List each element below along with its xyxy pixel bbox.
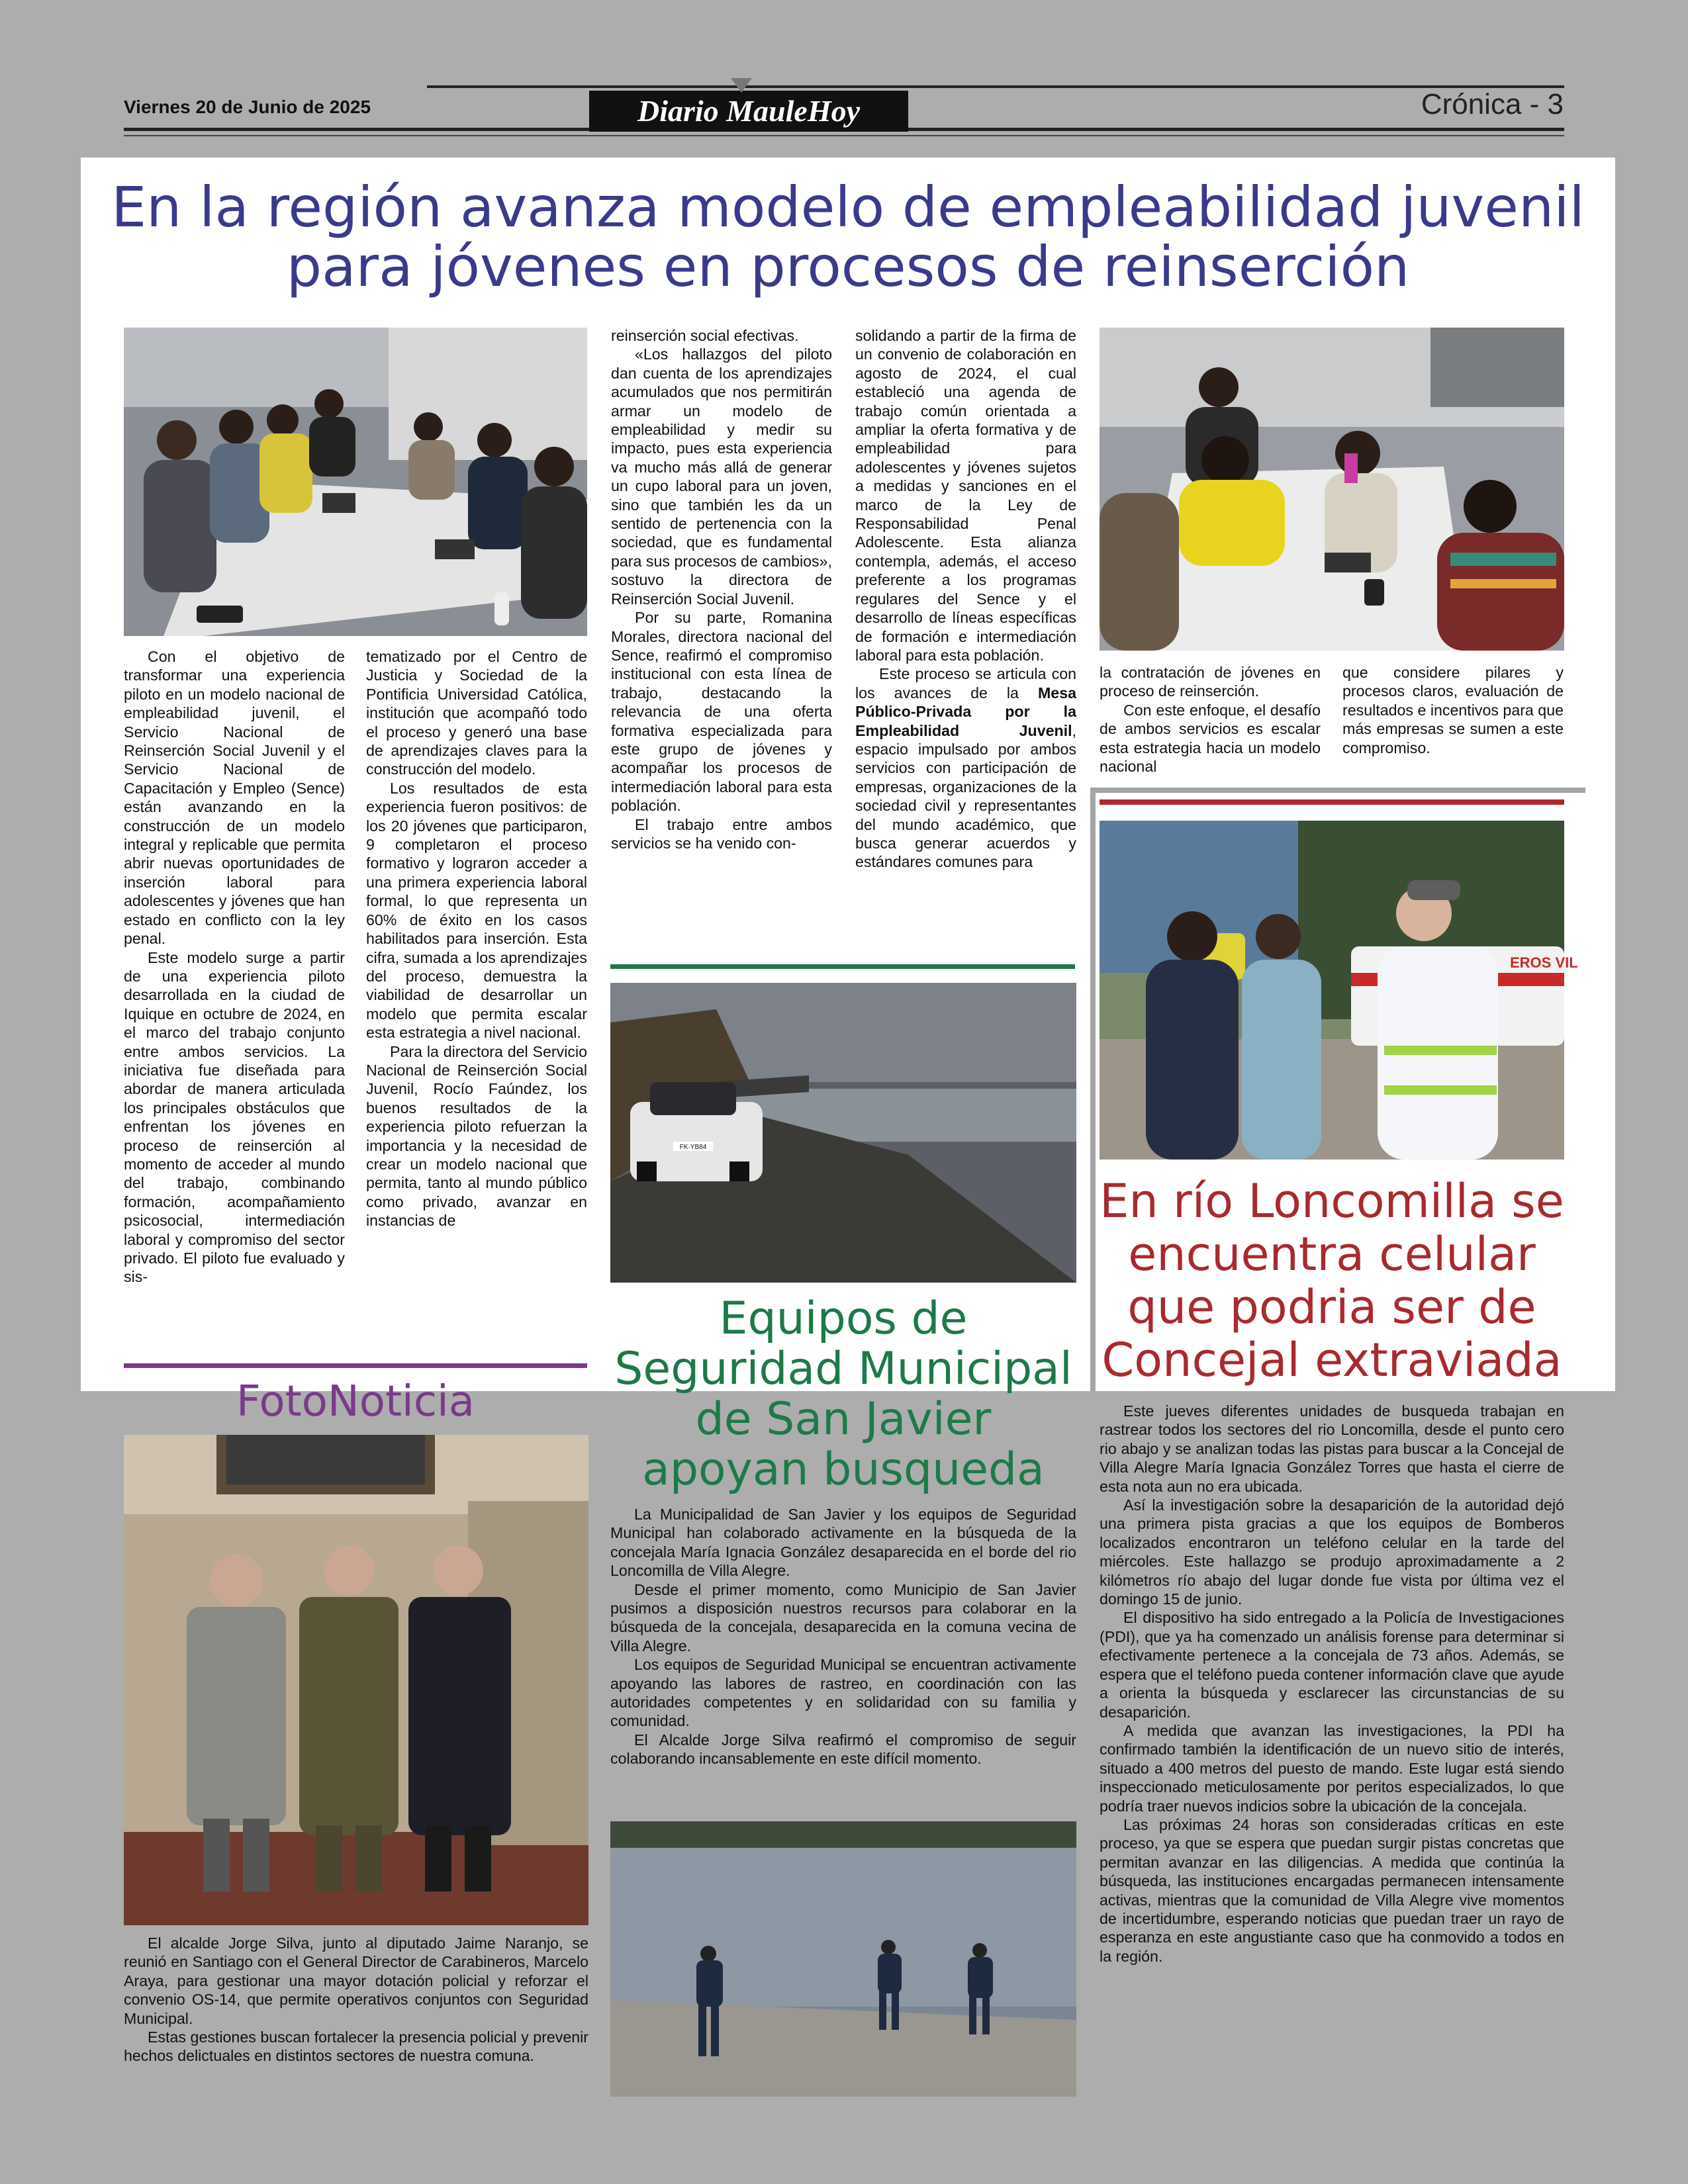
main-col1-p1: Con el objetivo de transformar una experiencia piloto en un modelo nacional de empleabilidad juvenil, el Servicio Nacional de Reinserción Social Juvenil y el Servicio Nacional de Capacitación y Empleo (Sence) están avanzando en la construcción de un modelo integral y replicable que permita abrir nuevas oportunidades de inserción laboral para adolescentes y jóvenes que han estado en conflicto con la ley penal. [124, 648, 345, 948]
san-javier-rule [610, 964, 1075, 969]
river-search-photo [610, 1821, 1076, 2097]
header-date: Viernes 20 de Junio de 2025 [124, 97, 371, 117]
loncomilla-headline-l1: En río Loncomilla se [1100, 1174, 1564, 1228]
loncomilla-rule [1100, 799, 1564, 805]
patrol-truck-photo [610, 983, 1076, 1283]
loncomilla-p3: El dispositivo ha sido entregado a la Policía de Investigaciones (PDI), que ya ha comenzado un análisis forense para determinar si efectivamente pertenece a la concejala de 73 años. Además, se espera que el teléfono pueda contener información clave que ayude a orienta la búsqueda y esclarecer las circunstancias de su desaparición. [1100, 1609, 1564, 1721]
fotonoticia-title: FotoNoticia [236, 1377, 475, 1426]
loncomilla-headline [1100, 1175, 1564, 1387]
san-javier-p3: Los equipos de Seguridad Municipal se encuentran activamente apoyando las labores de rastreo, en coordinación con las autoridades competentes y en solidaridad con su familia y comunidad. [610, 1656, 1076, 1730]
main-col1 [124, 647, 345, 1287]
loncomilla-p2: Así la investigación sobre la desaparición de la autoridad dejó una primera pista gracias a que los equipos de Bomberos localizados encontraron un teléfono celular en la tarde del miércoles. Este hallazgo se produjo aproximadamente a 2 kilómetros río abajo del lugar donde fue vista por última vez el domingo 15 de junio. [1100, 1496, 1564, 1608]
header-logo[interactable]: Diario MauleHoy [589, 91, 908, 132]
loncomilla-headline-l4: Concejal extraviada [1102, 1333, 1562, 1387]
main-col3-p2: «Los hallazgos del piloto dan cuenta de los aprendizajes acumulados que nos permitirán armar un modelo de empleabilidad y medir su impacto, pues esta experiencia va mucho más allá de generar un cupo laboral para un joven, sino que también les da un sentido de pertenencia con la sociedad, que es fundamental para sus procesos de cambios», sostuvo la directora de Reinserción Social Juvenil. [611, 345, 832, 608]
logo-pin-icon [731, 78, 752, 93]
san-javier-text [610, 1505, 1076, 1768]
main-col2-p2: Los resultados de esta experiencia fueron positivos: de los 20 jóvenes que participaron, 9 completaron el proceso formativo y lograron acceder a una primera experiencia laboral formal, lo que representa un 60% de éxito en los casos habilitados para inserción. Esta cifra, sumada a los aprendizajes del proceso, demuestra la viabilidad de desarrollar un modelo que permita escalar esta estrategia a nivel nacional. [366, 779, 587, 1042]
main-col4-p2 [855, 664, 1076, 871]
header-top-rule [427, 85, 1564, 88]
main-col2-p1: tematizado por el Centro de Justicia y Sociedad de la Pontificia Universidad Católica, institución que acompañó todo el proceso y generó una base de aprendizajes claves para la construcción del modelo. [366, 648, 587, 778]
san-javier-p4: El Alcalde Jorge Silva reafirmó el compromiso de seguir colaborando incansablemente en este difícil momento. [610, 1731, 1076, 1768]
main-col6-p1: que considere pilares y procesos claros, evaluación de resultados e incentivos para que más empresas se sumen a este compromiso. [1342, 664, 1564, 756]
main-col5-p2: Con este enfoque, el desafío de ambos servicios es escalar esta estrategia hacia un modelo nacional [1100, 701, 1321, 776]
san-javier-headline-l1: Equipos de [719, 1293, 968, 1345]
san-javier-p1: La Municipalidad de San Javier y los equipos de Seguridad Municipal han colaborado activamente en la búsqueda de la concejala María Ignacia González desaparecida en el borde del rio Loncomilla de Villa Alegre. [610, 1506, 1076, 1580]
main-col3-p4: El trabajo entre ambos servicios se ha venido con- [611, 815, 832, 852]
fotonoticia-p1: El alcalde Jorge Silva, junto al diputado Jaime Naranjo, se reunió en Santiago con el General Director de Carabineros, Marcelo Araya, para gestionar una mayor dotación policial y reforzar el convenio OS-14, que permite operativos conjuntos con Seguridad Municipal. [124, 1934, 588, 2027]
officials-photo [124, 1435, 588, 1925]
main-col3-p1: reinserción social efectivas. [611, 327, 799, 344]
main-col3-p3: Por su parte, Romanina Morales, directora nacional del Sence, reafirmó el compromiso institucional con esta línea de trabajo, destacando la relevancia de una oferta formativa especializada para este grupo de jóvenes y acompañar los procesos de intermediación laboral para esta población. [611, 609, 832, 815]
firefighters-photo [1100, 821, 1578, 1160]
main-col4 [855, 326, 1076, 872]
main-col4-p2-text-b: , espacio impulsado por ambos servicios con participación de empresas, organizaciones de la sociedad civil y representantes del mundo académico, que busca generar acuerdos y estándares comunes para [855, 721, 1076, 871]
loncomilla-p4: A medida que avanzan las investigaciones, la PDI ha confirmado también la identificación de un nuevo sitio de interés, situado a 400 metros del puesto de mando. Este lugar está siendo inspeccionado meticulosamente por peritos especializados, lo que podría traer nuevos indicios sobre la ubicación de la concejala. [1100, 1721, 1564, 1815]
san-javier-headline [610, 1294, 1076, 1495]
patrol-plate: FK·YB84 [679, 1144, 707, 1151]
meeting-photo-2 [1100, 328, 1564, 651]
main-col1-p2: Este modelo surge a partir de una experiencia piloto desarrollada en la ciudad de Iquique en octubre de 2024, en el marco del trabajo conjunto entre ambos servicios. La iniciativa fue diseñada para abordar de manera articulada los principales obstáculos que enfrentan los jóvenes en proceso de reinserción al momento de acceder al mundo del trabajo, combinando formación, acompañamiento psicosocial, intermediación laboral y compromiso del sector privado. El piloto fue evaluado y sis- [124, 948, 345, 1286]
san-javier-headline-l2: Seguridad Municipal [614, 1343, 1072, 1395]
fotonoticia-text [124, 1934, 588, 2066]
main-col4-p1: solidando a partir de la firma de un convenio de colaboración en agosto de 2024, el cual estableció una agenda de trabajo común orientada a ampliar la oferta formativa y de empleabilidad para adolescentes y jóvenes sujetos a medidas y sanciones en el marco de la Ley de Responsabilidad Penal Adolescente. Esta alianza contempla, además, el acceso preferente a los programas regulares del Sence y el desarrollo de líneas específicas de formación e intermediación laboral para esta población. [855, 327, 1076, 664]
loncomilla-p1: Este jueves diferentes unidades de busqueda trabajan en rastrear todos los sectores del rio Loncomilla, desde el punto cero rio abajo y se analizan todas las pistas para buscar a la Concejal de Villa Alegre María Ignacia González Torres que hasta el cierre de esta nota aun no era ubicada. [1100, 1402, 1564, 1495]
main-headline [81, 175, 1615, 299]
main-col2-p3: Para la directora del Servicio Nacional de Reinserción Social Juvenil, Rocío Faúndez, los buenos resultados de la experiencia piloto refuerzan la importancia y la necesidad de crear un modelo nacional que permita, tanto al mundo público como privado, avanzar en instancias de [366, 1042, 587, 1230]
main-headline-line1: En la región avanza modelo de empleabilidad juvenil [111, 175, 1585, 240]
loncomilla-text [1100, 1402, 1564, 1966]
fotonoticia-p2: Estas gestiones buscan fortalecer la presencia policial y prevenir hechos delictuales en distintos sectores de nuestra comuna. [124, 2028, 588, 2065]
meeting-photo-1 [124, 328, 587, 636]
mesa-publico-privada: Mesa Público-Privada por la Empleabilidad Juvenil [855, 684, 1076, 739]
header-section: Crónica - 3 [1421, 88, 1564, 120]
main-col4-p2-text: Este proceso se articula con los avances de la [855, 665, 1076, 702]
fotonoticia-rule [124, 1363, 587, 1368]
main-headline-line2: para jóvenes en procesos de reinserción [286, 234, 1410, 299]
main-col5-p1: la contratación de jóvenes en proceso de reinserción. [1100, 664, 1321, 700]
header-rule-thin [124, 135, 1564, 136]
loncomilla-p5: Las próximas 24 horas son consideradas críticas en este proceso, ya que se espera que puedan surgir pistas concretas que permitan avanzar en las diligencias. A medida que continúa la búsqueda, las instituciones encargadas permanecen intensamente activas, mientras que la comunidad de Villa Alegre vive momentos de incertidumbre, esperando noticias que puedan traer un rayo de esperanza en este angustiante caso que ha conmovido a todos en la región. [1100, 1815, 1564, 1965]
main-col2 [366, 647, 587, 1230]
san-javier-p2: Desde el primer momento, como Municipio de San Javier pusimos a disposición nuestros recursos para colaborar en la búsqueda de la concejala, desaparecida en la comuna vecina de Villa Alegre. [610, 1580, 1076, 1655]
san-javier-headline-l4: apoyan busqueda [642, 1443, 1045, 1496]
ambulance-label: EROS VIL [1510, 954, 1578, 971]
loncomilla-headline-l3: que podria ser de [1127, 1280, 1536, 1334]
main-col6 [1342, 663, 1564, 757]
main-col5 [1100, 663, 1321, 776]
loncomilla-headline-l2: encuentra celular [1128, 1227, 1536, 1281]
main-col3 [611, 326, 832, 852]
san-javier-headline-l3: de San Javier [695, 1393, 992, 1445]
